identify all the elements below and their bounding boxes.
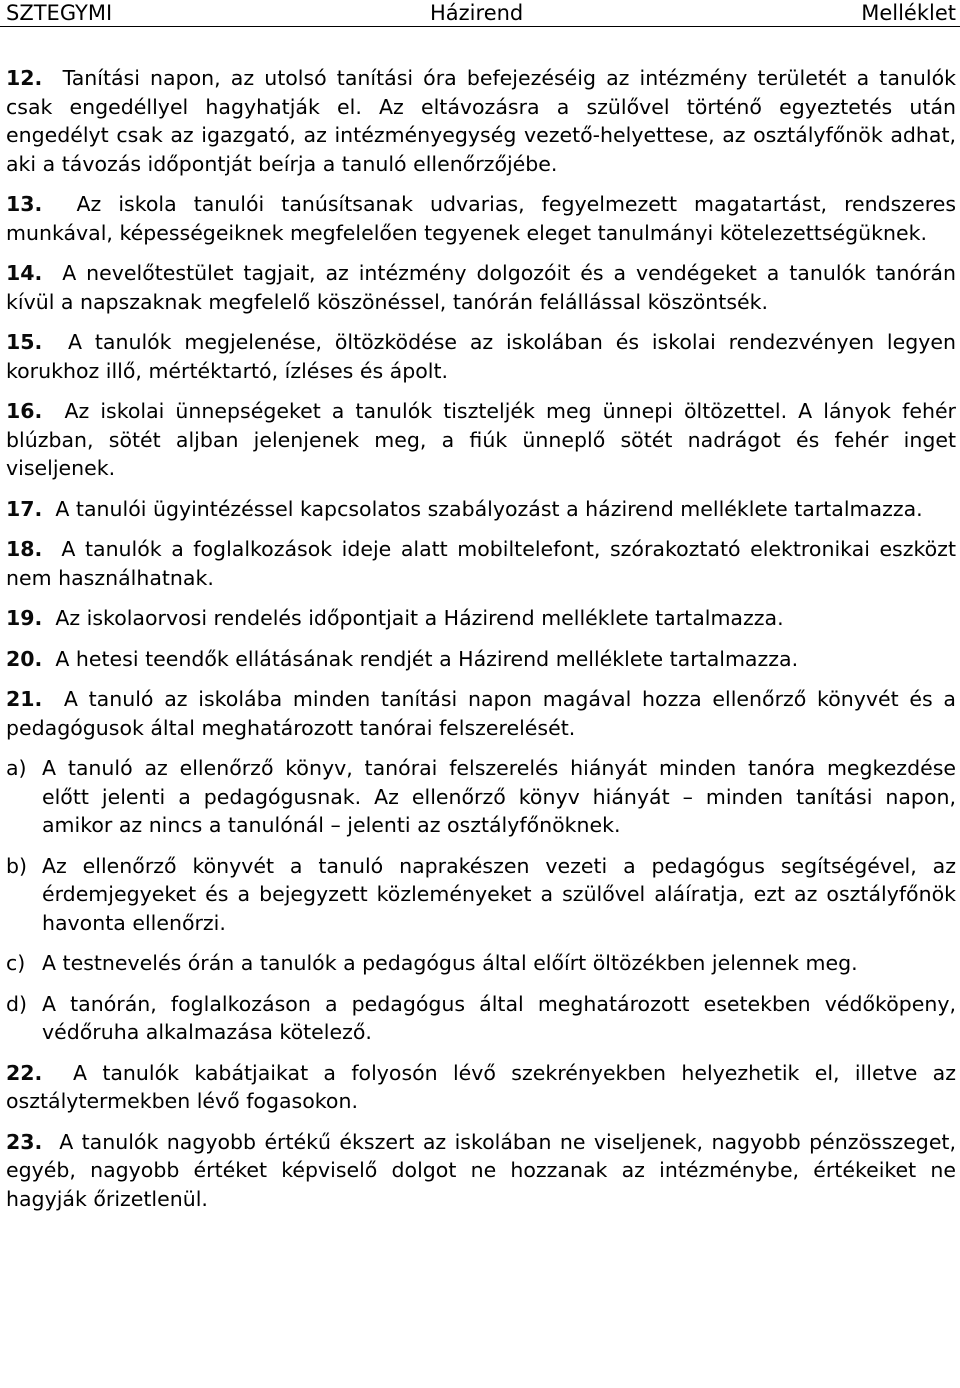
subrule-text: A tanuló az ellenőrző könyv, tanórai felszerelés hiányát minden tanóra megkezdése előtt jelenti a pedagógusnak. Az ellenőrző könyv hiányát – minden tanítási napon, amikor az nincs a tanulónál – jelenti az osztályfőnöknek. xyxy=(42,756,956,837)
subrule-d xyxy=(6,990,956,1047)
subrule-text: A tanórán, foglalkozáson a pedagógus által meghatározott esetekben védőköpeny, védőruha alkalmazása kötelező. xyxy=(42,991,956,1044)
rule-21 xyxy=(6,685,956,742)
rule-number: 16. xyxy=(6,399,43,423)
rule-text: Tanítási napon, az utolsó tanítási óra befejezéséig az intézmény területét a tanulók csak engedéllyel hagyhatják el. Az eltávozásra a szülővel történő egyeztetés után engedélyt csak az igazgató, az intézményegység vezető-helyettese, az osztályfőnök adhat, aki a távozás időpontját beírja a tanuló ellenőrzőjébe. xyxy=(6,66,956,176)
subrule-b xyxy=(6,852,956,938)
rule-16 xyxy=(6,397,956,483)
rule-number: 23. xyxy=(6,1129,43,1154)
header-school: SZTEGYMI xyxy=(6,1,113,25)
rule-15 xyxy=(6,328,956,385)
rule-number: 19. xyxy=(6,606,43,630)
rule-number: 13. xyxy=(6,192,43,216)
rule-19 xyxy=(6,604,956,633)
document-body xyxy=(6,64,956,1225)
subrule-letter: b) xyxy=(6,853,28,878)
rule-text: A hetesi teendők ellátásának rendjét a Házirend melléklete tartalmazza. xyxy=(55,646,799,671)
subrule-letter: a) xyxy=(6,756,27,780)
subrule-letter: c) xyxy=(6,951,26,975)
rule-number: 22. xyxy=(6,1060,43,1085)
rule-number: 12. xyxy=(6,66,43,90)
rule-23 xyxy=(6,1128,956,1214)
rule-text: Az iskola tanulói tanúsítsanak udvarias, fegyelmezett magatartást, rendszeres munkával, képességeiknek megfelelően tegyenek eleget tanulmányi kötelezettségüknek. xyxy=(6,192,956,245)
header-title: Házirend xyxy=(430,1,524,25)
rule-number: 15. xyxy=(6,330,43,354)
rule-text: A tanuló az iskolába minden tanítási napon magával hozza ellenőrző könyvét és a pedagógusok által meghatározott tanórai felszerelését. xyxy=(6,687,956,740)
subrule-text: A testnevelés órán a tanulók a pedagógus által előírt öltözékben jelennek meg. xyxy=(42,951,858,975)
rule-text: A tanulók megjelenése, öltözködése az iskolában és iskolai rendezvényen legyen korukhoz illő, mértéktartó, ízléses és ápolt. xyxy=(6,330,956,383)
rule-22 xyxy=(6,1059,956,1116)
subrule-letter: d) xyxy=(6,991,28,1016)
rule-number: 17. xyxy=(6,496,43,521)
rule-12 xyxy=(6,64,956,178)
rule-number: 14. xyxy=(6,261,43,285)
rule-17 xyxy=(6,495,956,524)
subrule-a xyxy=(6,754,956,840)
rule-number: 20. xyxy=(6,646,43,671)
rule-13 xyxy=(6,190,956,247)
subrule-text: Az ellenőrző könyvét a tanuló naprakészen vezeti a pedagógus segítségével, az érdemjegyeket és a bejegyzett közleményeket a szülővel aláíratja, ezt az osztályfőnök havonta ellenőrzi. xyxy=(42,853,956,935)
rule-number: 21. xyxy=(6,687,43,711)
rule-20 xyxy=(6,645,956,674)
rule-text: A tanulók nagyobb értékű ékszert az iskolában ne viseljenek, nagyobb pénzösszeget, egyéb, nagyobb értéket képviselő dolgot ne hozzanak az intézménybe, értékeiket ne hagyják őrizetlenül. xyxy=(6,1129,956,1211)
rule-text: A tanulók a foglalkozások ideje alatt mobiltelefont, szórakoztató elektronikai eszközt nem használhatnak. xyxy=(6,537,956,590)
rule-text: A tanulók kabátjaikat a folyosón lévő szekrényekben helyezhetik el, illetve az osztálytermekben lévő fogasokon. xyxy=(6,1060,956,1113)
rule-number: 18. xyxy=(6,537,43,561)
rule-text: A nevelőtestület tagjait, az intézmény dolgozóit és a vendégeket a tanulók tanórán kívül a napszaknak megfelelő köszönéssel, tanórán felállással köszöntsék. xyxy=(6,261,956,314)
rule-text: Az iskolaorvosi rendelés időpontjait a Házirend melléklete tartalmazza. xyxy=(55,606,784,630)
header-section: Melléklet xyxy=(861,1,956,25)
rule-text: Az iskolai ünnepségeket a tanulók tiszteljék meg ünnepi öltözettel. A lányok fehér blúzban, sötét aljban jelenjenek meg, a fiúk ünneplő sötét nadrágot és fehér inget viseljenek. xyxy=(6,399,956,480)
rule-14 xyxy=(6,259,956,316)
page-header xyxy=(0,0,960,27)
rule-text: A tanulói ügyintézéssel kapcsolatos szabályozást a házirend melléklete tartalmazza. xyxy=(55,496,923,521)
subrule-c xyxy=(6,949,956,978)
rule-18 xyxy=(6,535,956,592)
